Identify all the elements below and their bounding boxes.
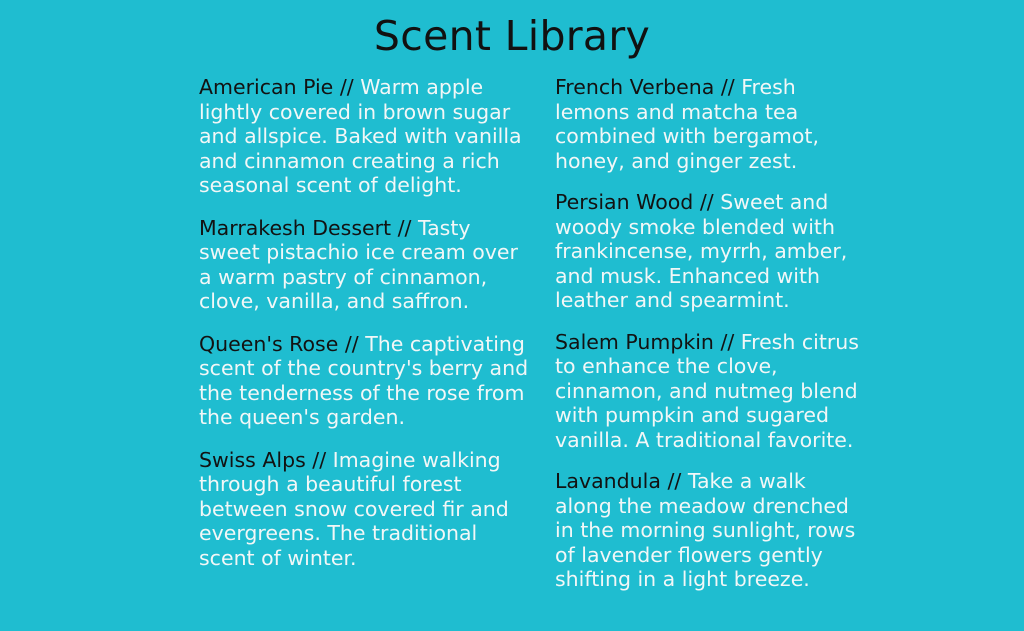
scent-description: Warm apple lightly covered in brown sugar and allspice. Baked with vanilla and cinnamon creating a rich seasonal scent of delight.: [199, 75, 522, 197]
list-item: [555, 330, 869, 453]
scent-description: Tasty sweet pistachio ice cream over a warm pastry of cinnamon, clove, vanilla, and saffron.: [199, 215, 518, 313]
scent-columns: [0, 57, 1024, 609]
separator: //: [667, 469, 682, 493]
list-item: [555, 190, 869, 313]
separator: //: [699, 190, 714, 214]
separator: //: [339, 75, 354, 99]
scent-description: The captivating scent of the country's berry and the tenderness of the rose from the queen's garden.: [199, 331, 529, 429]
list-item: [199, 332, 529, 430]
list-item: [555, 469, 869, 592]
separator: //: [344, 331, 359, 356]
right-column: [529, 75, 869, 609]
scent-description: Imagine walking through a beautiful forest between snow covered fir and evergreens. The traditional scent of winter.: [199, 447, 509, 570]
separator: //: [720, 329, 735, 354]
list-item: [199, 448, 529, 571]
separator: //: [312, 447, 327, 472]
scent-description: Sweet and woody smoke blended with frankincense, myrrh, amber, and musk. Enhanced with leather and spearmint.: [555, 190, 848, 312]
separator: //: [397, 215, 412, 240]
scent-description: Take a walk along the meadow drenched in the morning sunlight, rows of lavender flowers gently shifting in a light breeze.: [555, 469, 856, 591]
scent-name: Swiss Alps: [199, 447, 306, 472]
scent-name: Marrakesh Dessert: [199, 215, 392, 240]
page-title: Scent Library: [373, 12, 651, 60]
scent-name: Queen's Rose: [199, 331, 339, 356]
scent-name: Persian Wood: [555, 190, 694, 214]
scent-description: Fresh citrus to enhance the clove, cinnamon, and nutmeg blend with pumpkin and sugared vanilla. A traditional favorite.: [555, 329, 859, 452]
left-column: [199, 75, 529, 570]
scent-name: Lavandula: [555, 469, 661, 493]
list-item: [555, 75, 869, 173]
separator: //: [720, 75, 735, 99]
list-item: [199, 75, 529, 198]
list-item: [199, 216, 529, 314]
scent-name: American Pie: [199, 75, 334, 99]
scent-name: French Verbena: [555, 75, 715, 99]
scent-name: Salem Pumpkin: [555, 329, 714, 354]
scent-description: Fresh lemons and matcha tea combined with bergamot, honey, and ginger zest.: [555, 75, 819, 173]
